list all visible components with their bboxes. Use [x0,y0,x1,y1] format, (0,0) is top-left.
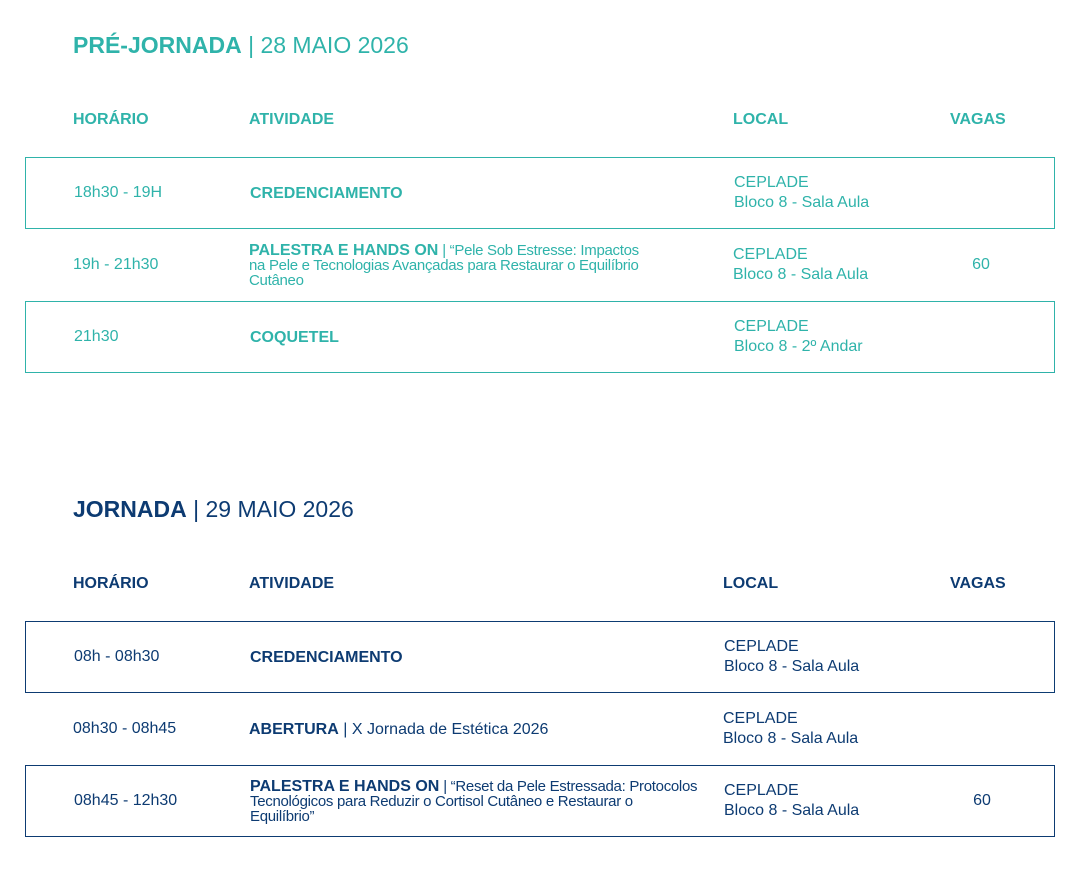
header-location: LOCAL [733,111,789,128]
row-spots: 60 [973,792,991,809]
location-venue: CEPLADE [734,318,809,335]
header-activity: ATIVIDADE [249,575,335,592]
location-room: Bloco 8 - Sala Aula [724,802,860,819]
activity-detail: | “Reset da Pele Estressada: Protocolos Tecnológicos para Reduzir o Cortisol Cutâneo e Restaurar o Equilíbrio” [250,777,698,825]
location-venue: CEPLADE [724,782,799,799]
location-room: Bloco 8 - Sala Aula [733,266,869,283]
table-row [25,693,1055,765]
row-time: 08h30 - 08h45 [73,720,177,737]
section-title-separator: | [186,496,206,522]
location-venue: CEPLADE [723,710,798,727]
row-location [723,693,858,765]
activity-title: CREDENCIAMENTO [250,184,403,202]
section-title [73,496,354,523]
row-activity [250,622,710,692]
header-activity: ATIVIDADE [249,111,335,128]
header-spots: VAGAS [950,111,1006,128]
location-room: Bloco 8 - Sala Aula [723,730,859,747]
table-row [25,621,1055,693]
activity-title: CREDENCIAMENTO [250,648,403,666]
activity-title: COQUETEL [250,328,339,346]
section-title-separator: | [241,32,261,58]
activity-title: PALESTRA E HANDS ON [250,777,440,795]
row-location [724,766,859,836]
location-room: Bloco 8 - Sala Aula [734,194,870,211]
section-title-date: 28 MAIO 2026 [260,32,409,58]
section-title-date: 29 MAIO 2026 [205,496,354,522]
activity-title: PALESTRA E HANDS ON [249,241,439,259]
row-spots [955,693,1007,765]
row-time: 19h - 21h30 [73,256,159,273]
activity-detail: | X Jornada de Estética 2026 [338,720,549,738]
activity-title: ABERTURA [249,720,339,738]
header-time: HORÁRIO [73,111,149,128]
header-spots: VAGAS [950,575,1006,592]
location-venue: CEPLADE [733,246,808,263]
location-room: Bloco 8 - 2º Andar [734,338,863,355]
activity-detail: | “Pele Sob Estresse: Impactos na Pele e Tecnologias Avançadas para Restaurar o Equilíbrio Cutâneo [249,241,639,289]
row-spots [956,622,1008,692]
location-venue: CEPLADE [724,638,799,655]
row-spots: 60 [972,256,990,273]
row-time: 18h30 - 19H [74,184,163,201]
header-location: LOCAL [723,575,779,592]
location-room: Bloco 8 - Sala Aula [724,658,860,675]
row-time: 08h - 08h30 [74,648,160,665]
section-title-name: PRÉ-JORNADA [73,32,242,58]
table-row [25,765,1055,837]
section-title-name: JORNADA [73,496,187,522]
row-time: 08h45 - 12h30 [74,792,178,809]
row-activity [250,766,710,836]
row-time: 21h30 [74,328,119,345]
header-time: HORÁRIO [73,575,149,592]
row-location [724,622,859,692]
location-venue: CEPLADE [734,174,809,191]
row-activity [249,693,709,765]
